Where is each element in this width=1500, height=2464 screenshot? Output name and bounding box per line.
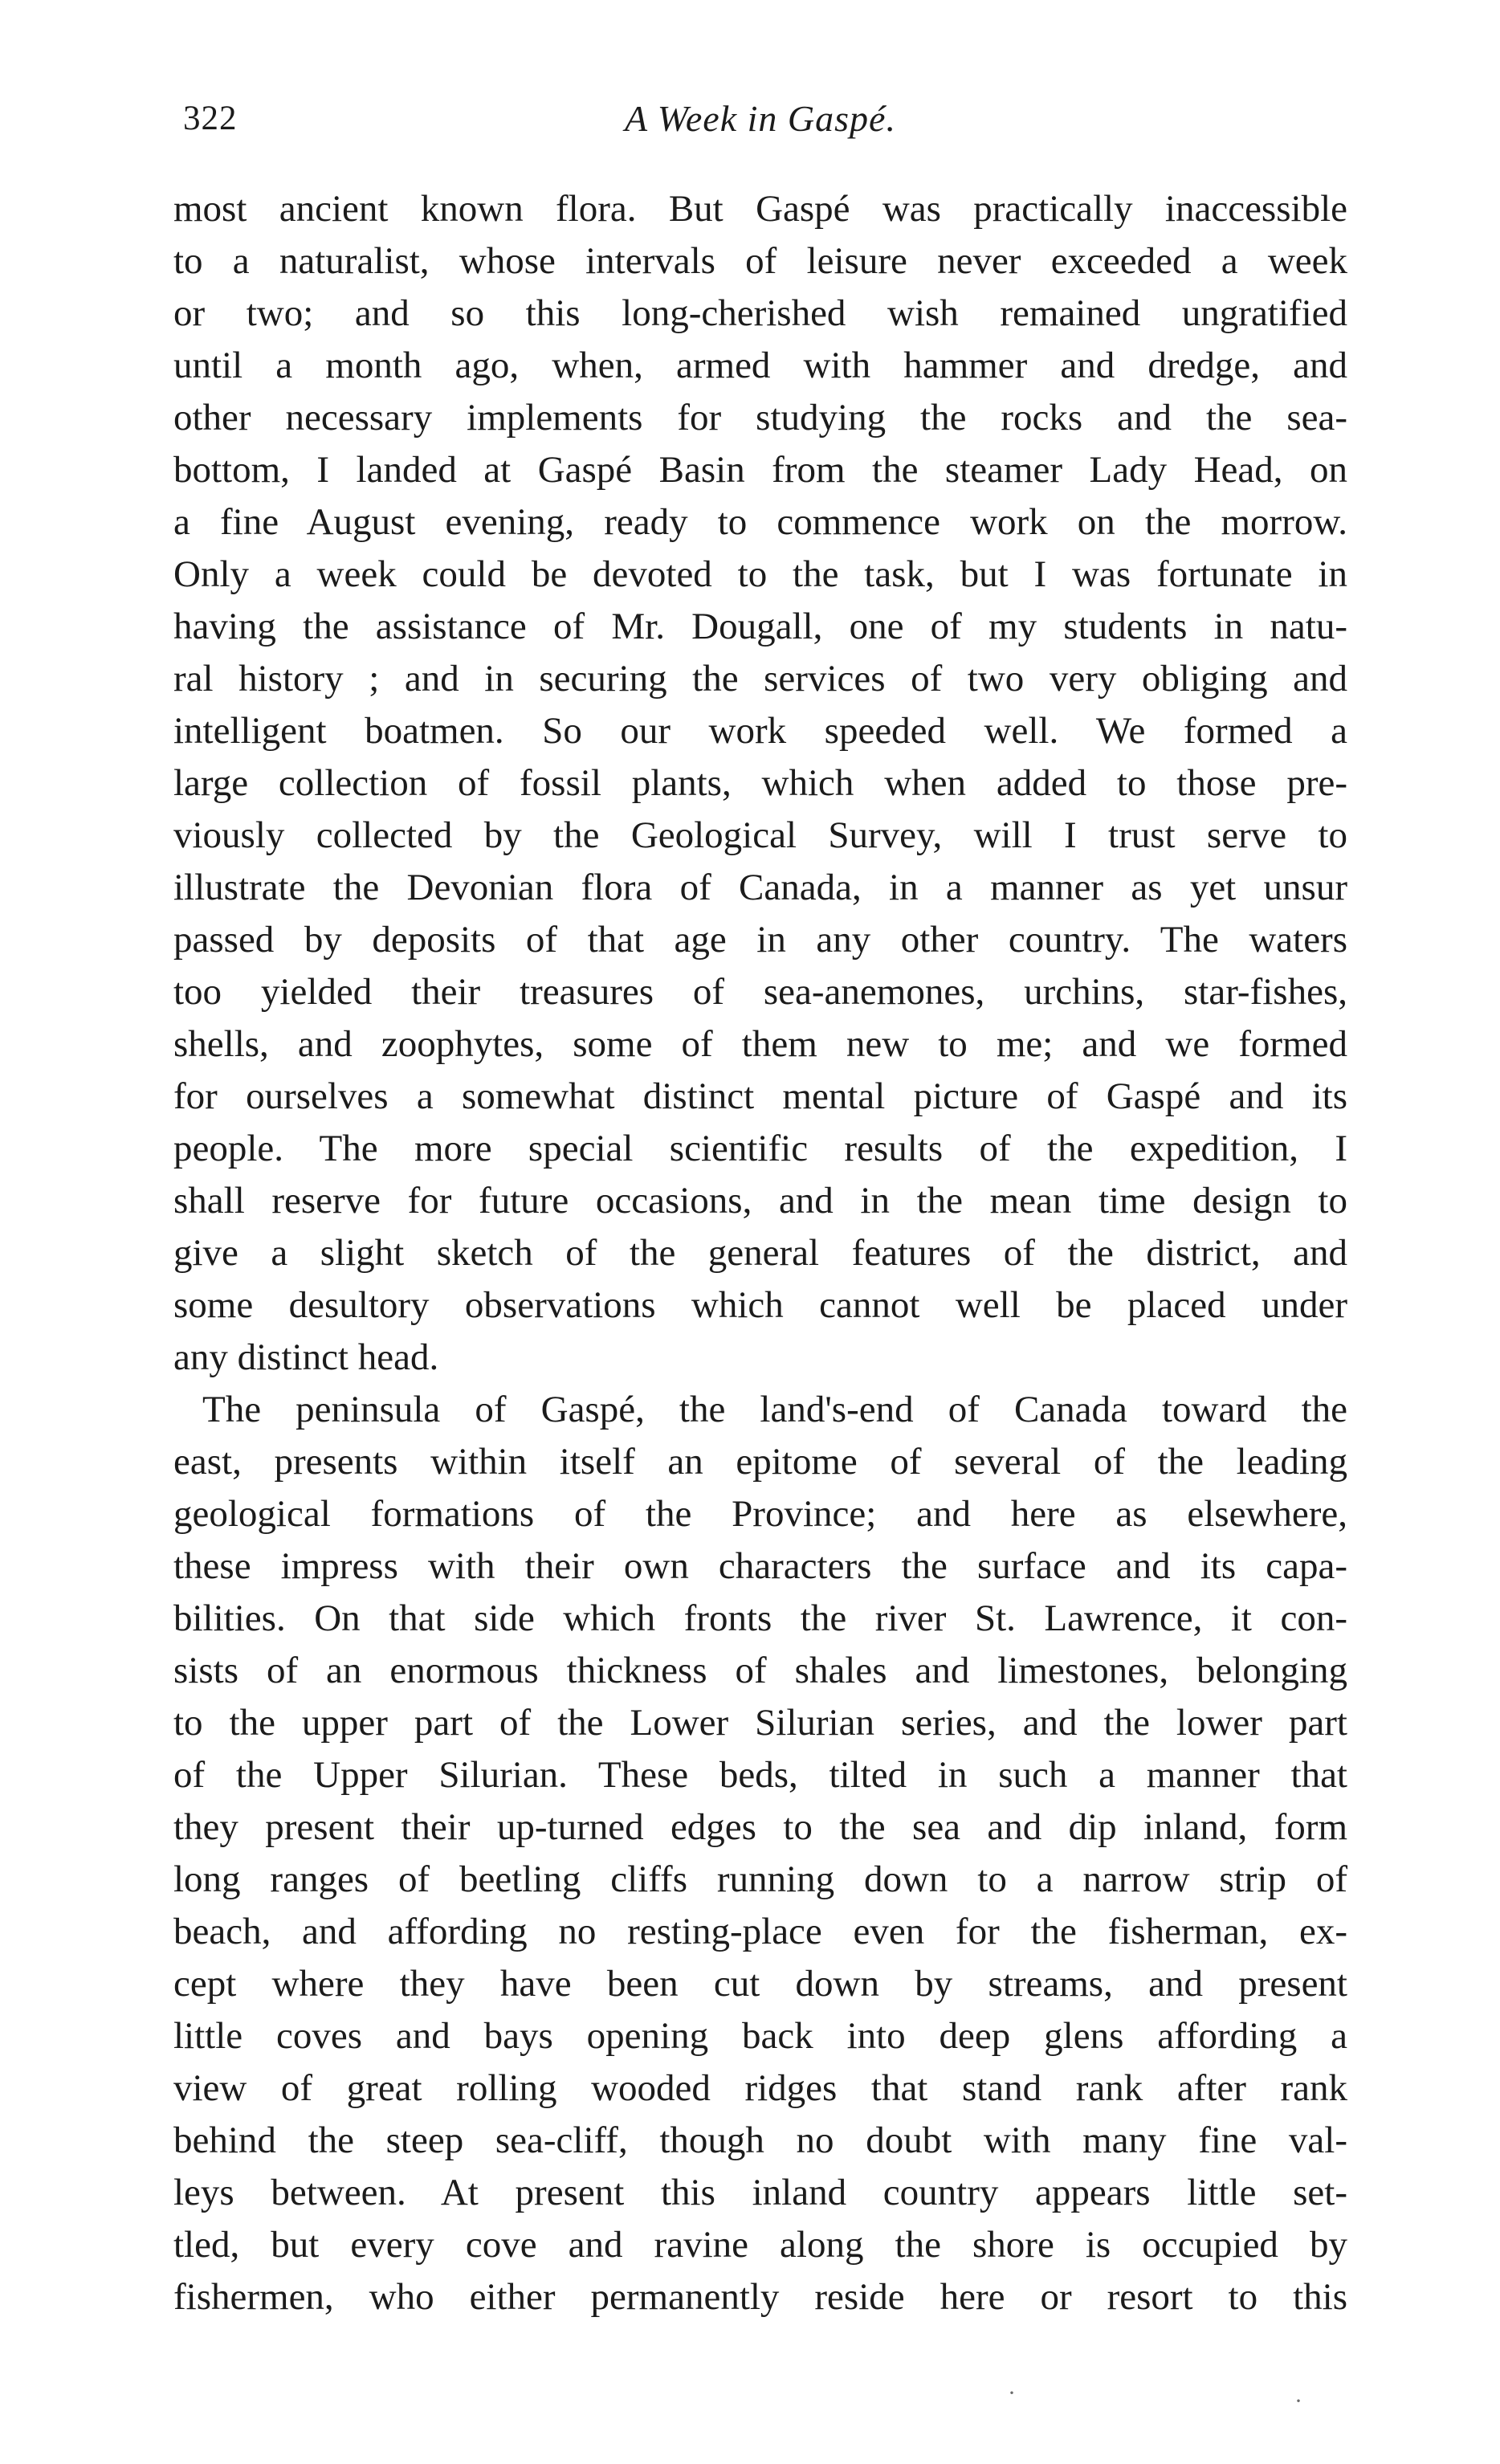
page-number: 322 — [183, 100, 238, 137]
text-line: they present their up-turned edges to the sea and dip inland, form — [173, 1806, 1347, 1848]
text-line: shells, and zoophytes, some of them new to me; and we formed — [173, 1023, 1347, 1065]
text-line: shall reserve for future occasions, and in the mean time design to — [173, 1180, 1347, 1222]
text-line: sists of an enormous thickness of shales and limestones, belonging — [173, 1650, 1347, 1691]
text-line: these impress with their own characters the surface and its capa- — [173, 1545, 1347, 1587]
text-line: viously collected by the Geological Survey, will I trust serve to — [173, 814, 1347, 856]
text-line: to the upper part of the Lower Silurian series, and the lower part — [173, 1702, 1347, 1744]
text-line: having the assistance of Mr. Dougall, one of my students in natu- — [173, 606, 1347, 647]
text-line: most ancient known flora. But Gaspé was practically inaccessible — [173, 188, 1347, 230]
text-line: geological formations of the Province; and here as elsewhere, — [173, 1493, 1347, 1535]
text-line: until a month ago, when, armed with hammer and dredge, and — [173, 345, 1347, 386]
body-text — [173, 183, 1347, 2323]
running-head — [183, 95, 1338, 143]
text-line: Only a week could be devoted to the task, but I was fortunate in — [173, 553, 1347, 595]
text-line: for ourselves a somewhat distinct mental picture of Gaspé and its — [173, 1075, 1347, 1117]
text-line: east, presents within itself an epitome of several of the leading — [173, 1441, 1347, 1483]
text-line: tled, but every cove and ravine along the shore is occupied by — [173, 2224, 1347, 2266]
text-line: little coves and bays opening back into deep glens affording a — [173, 2015, 1347, 2057]
running-title: A Week in Gaspé. — [625, 98, 896, 139]
text-line: ral history ; and in securing the services of two very obliging and — [173, 658, 1347, 700]
text-line: beach, and affording no resting-place even for the fisherman, ex- — [173, 1911, 1347, 1952]
text-line: illustrate the Devonian flora of Canada, in a manner as yet unsur — [173, 867, 1347, 908]
text-line: large collection of fossil plants, which when added to those pre- — [173, 762, 1347, 804]
text-line: intelligent boatmen. So our work speeded well. We formed a — [173, 710, 1347, 752]
ink-speck: · — [1008, 2380, 1016, 2406]
text-line: a fine August evening, ready to commence work on the morrow. — [173, 501, 1347, 543]
text-line: fishermen, who either permanently reside here or resort to this — [173, 2276, 1347, 2318]
text-line: view of great rolling wooded ridges that stand rank after rank — [173, 2067, 1347, 2109]
text-line: passed by deposits of that age in any other country. The waters — [173, 919, 1347, 961]
paragraph-first-line: The peninsula of Gaspé, the land's-end of Canada toward the — [202, 1389, 1347, 1430]
text-line: other necessary implements for studying the rocks and the sea- — [173, 397, 1347, 439]
text-line: bilities. On that side which fronts the river St. Lawrence, it con- — [173, 1597, 1347, 1639]
text-line: cept where they have been cut down by streams, and present — [173, 1963, 1347, 2005]
text-line: too yielded their treasures of sea-anemones, urchins, star-fishes, — [173, 971, 1347, 1013]
paragraph-last-line: any distinct head. — [173, 1336, 439, 1378]
text-line: long ranges of beetling cliffs running down to a narrow strip of — [173, 1858, 1347, 1900]
text-line: behind the steep sea-cliff, though no doubt with many fine val- — [173, 2119, 1347, 2161]
text-line: of the Upper Silurian. These beds, tilted in such a manner that — [173, 1754, 1347, 1796]
text-line: leys between. At present this inland country appears little set- — [173, 2172, 1347, 2213]
text-line: to a naturalist, whose intervals of leisure never exceeded a week — [173, 240, 1347, 282]
text-line: bottom, I landed at Gaspé Basin from the steamer Lady Head, on — [173, 449, 1347, 491]
text-line: people. The more special scientific results of the expedition, I — [173, 1128, 1347, 1169]
text-line: or two; and so this long-cherished wish remained ungratified — [173, 292, 1347, 334]
ink-speck: · — [1294, 2388, 1302, 2414]
text-line: give a slight sketch of the general features of the district, and — [173, 1232, 1347, 1274]
text-line: some desultory observations which cannot well be placed under — [173, 1284, 1347, 1326]
